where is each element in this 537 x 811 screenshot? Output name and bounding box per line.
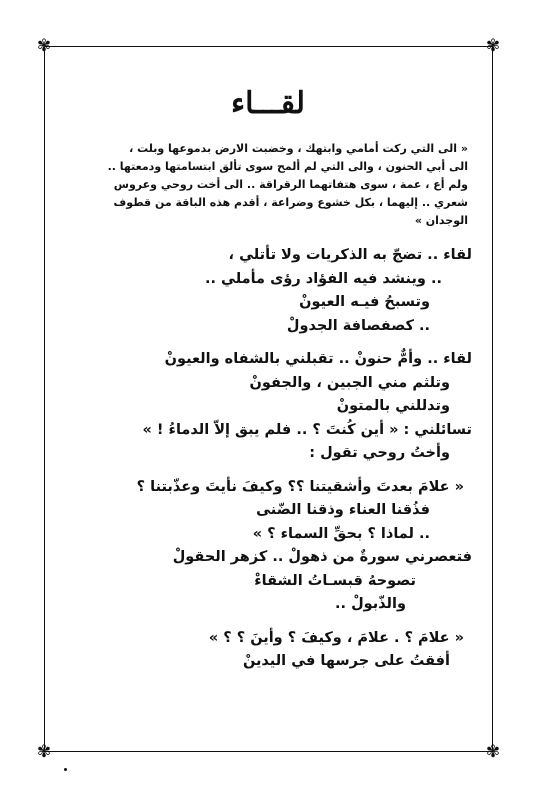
verse-line: تسائلني : « أين كُنتَ ؟ .. فلم يبق إلاّ الدماءُ ! » [142,421,472,438]
verse-line: فذُقنا العناء وذقنا الضّنى [256,502,430,518]
dedication-paragraph [64,140,472,230]
verse-line: فتعصرني سورةٌ من ذهولْ .. كزهر الحقولْ [172,549,472,565]
verse-line: « علامَ ؟ . علامَ ، وكيفَ ؟ وأينَ ؟ ؟ » [208,629,464,646]
stanza-1 [64,244,472,338]
verse-line: « علامَ بعدتَ وأشقيتنا ؟؟ وكيفَ نأيتَ وعذّبتنا ؟ [136,478,464,495]
corner-ornament-icon: ✾ [36,742,52,762]
verse-line: تصوحهُ قبسـاتُ الشقاءْ [254,572,416,589]
corner-ornament-icon: ✾ [36,36,52,56]
stanza-3 [64,476,472,617]
dedication-line: ولم أع ، عمة ، سوى هتفاتهما الرقراقة .. الى أخت روحي وعروس [113,178,468,191]
verse-line: وتلثم مني الجبين ، والجفونْ [249,374,450,391]
verse-line: .. لماذا ؟ بحقِّ السماء ؟ » [252,525,430,542]
dedication-line: شعري .. إليهما ، بكل خشوع وضراعة ، أقدم هذه الباقة من قطوف [113,196,468,209]
verse-line: والذّبولْ .. [335,596,406,612]
dedication-line: الوجدان » [414,214,468,227]
dedication-line: الى أبي الحنون ، والى التي لم ألمح سوى تألق ابتسامتها ودمعتها .. [107,160,468,173]
verse-line: .. وينشد فيه الفؤاد رؤى مأملي .. [204,270,442,287]
verse-line: .. كصفصافة الجدولْ [286,317,430,334]
stanza-2 [64,348,472,466]
poem-content [64,78,472,728]
corner-ornament-icon: ✾ [485,742,501,762]
verse-line: لقاء .. وأمٌّ حنونْ .. تقبلني بالشفاه والعيونْ [164,351,472,367]
corner-ornament-icon: ✾ [485,36,501,56]
verse-line: أفقتُ على جرسها في اليدينْ [242,653,450,669]
dedication-line: « الى التي ركت أمامي وابتهك ، وخضبت الارض بدموعها وبلت ، [129,142,468,155]
verse-line: وتدللني بالمتونْ [336,398,450,414]
verse-line: لقاء .. تضجّ به الذكريات ولا تأتلي ، [228,247,472,263]
page-dot-mark [64,768,67,771]
stanza-4 [64,627,472,674]
verse-line: وتسبحُ فيـه العيونْ [299,294,430,310]
poem-title: لقـــاء [231,86,305,121]
verse-line: وأختُ روحي تقول : [309,445,450,461]
